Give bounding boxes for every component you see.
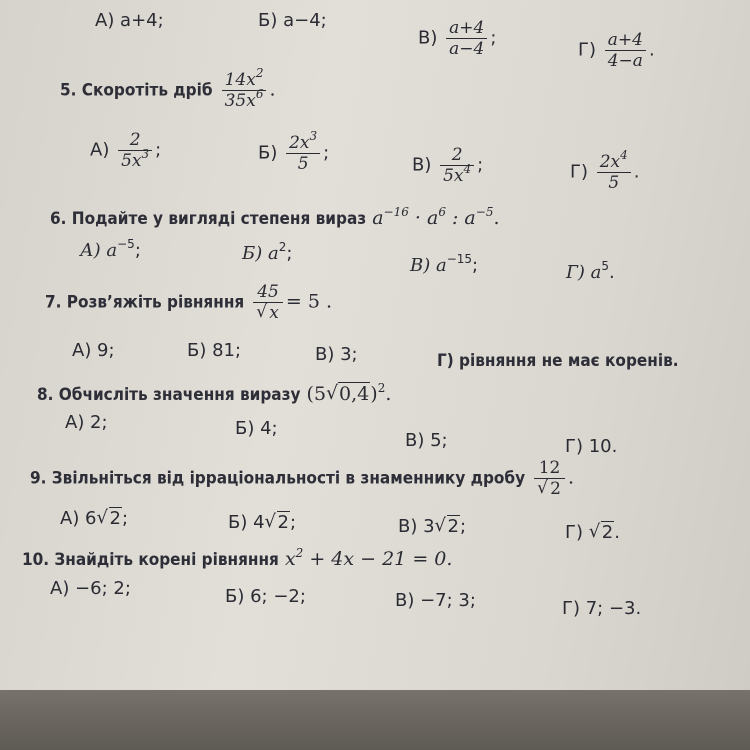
q4-option-a: А) a+4; bbox=[95, 10, 164, 31]
q6-option-g: Г) $a^5$. bbox=[566, 259, 615, 283]
q7-option-g: Г) рівняння не має коренів. bbox=[437, 351, 679, 371]
q10-option-b: Б) 6; −2; bbox=[225, 586, 306, 607]
q4-option-g: Г) $\frac{a+4}{4-a}$ . bbox=[578, 30, 655, 71]
table-surface bbox=[0, 690, 750, 750]
question-6: 6. Подайте у вигляді степеня вираз $a^{-16} \cdot a^6$ : $a^{-5}$. bbox=[50, 205, 500, 229]
q9-option-v: В) 3√ 2; bbox=[398, 516, 466, 538]
q7-option-a: А) 9; bbox=[72, 340, 115, 361]
q8-option-g: Г) 10. bbox=[565, 436, 618, 457]
q9-option-b: Б) 4√ 2; bbox=[228, 512, 296, 534]
q7-option-v: В) 3; bbox=[315, 344, 358, 365]
q6-option-b: Б) $a^2$; bbox=[242, 240, 293, 264]
q5-option-g: Г) $\frac{2x^4}{5}$ . bbox=[570, 148, 640, 193]
q4-option-b: Б) a−4; bbox=[258, 10, 327, 31]
q5-option-v: В) $\frac{2}{5x^4}$ ; bbox=[412, 145, 484, 186]
q10-option-a: А) −6; 2; bbox=[50, 578, 131, 599]
q8-option-v: В) 5; bbox=[405, 430, 448, 451]
q5-option-a: А) $\frac{2}{5x^3}$ ; bbox=[90, 130, 162, 171]
q10-option-g: Г) 7; −3. bbox=[562, 598, 642, 619]
q8-option-a: А) 2; bbox=[65, 412, 108, 433]
q6-option-v: В) $a^{-15}$; bbox=[410, 252, 479, 276]
q7-option-b: Б) 81; bbox=[187, 340, 242, 361]
question-10: 10. Знайдіть корені рівняння $x^2 + 4x - 21 = 0$. bbox=[22, 546, 453, 570]
question-9: 9. Звільніться від ірраціональності в знаменнику дробу 12 √ 2 . bbox=[30, 458, 574, 499]
question-5: 5. Скоротіть дріб $\frac{14x^2}{35x^6}$ . bbox=[60, 66, 276, 111]
q5-fraction: $\frac{14x^2}{35x^6}$ bbox=[222, 70, 267, 111]
question-7: 7. Розв’яжіть рівняння 45 √ x = 5 . bbox=[45, 282, 332, 323]
q6-option-a: А) $a^{-5}$; bbox=[80, 237, 141, 261]
q9-option-g: Г) √ 2. bbox=[565, 522, 620, 544]
q4-option-g-fraction: $\frac{a+4}{4-a}$ bbox=[605, 30, 646, 71]
q10-option-v: В) −7; 3; bbox=[395, 590, 476, 611]
question-8: 8. Обчисліть значення виразу (5√ 0,4)$^2$. bbox=[37, 383, 391, 406]
q4-option-v-fraction: $\frac{a+4}{a-4}$ bbox=[446, 18, 487, 59]
q9-option-a: А) 6√ 2; bbox=[60, 508, 128, 530]
q4-option-v: В) $\frac{a+4}{a-4}$ ; bbox=[418, 18, 497, 59]
q5-option-b: Б) $\frac{2x^3}{5}$ ; bbox=[258, 129, 330, 174]
q8-option-b: Б) 4; bbox=[235, 418, 278, 439]
